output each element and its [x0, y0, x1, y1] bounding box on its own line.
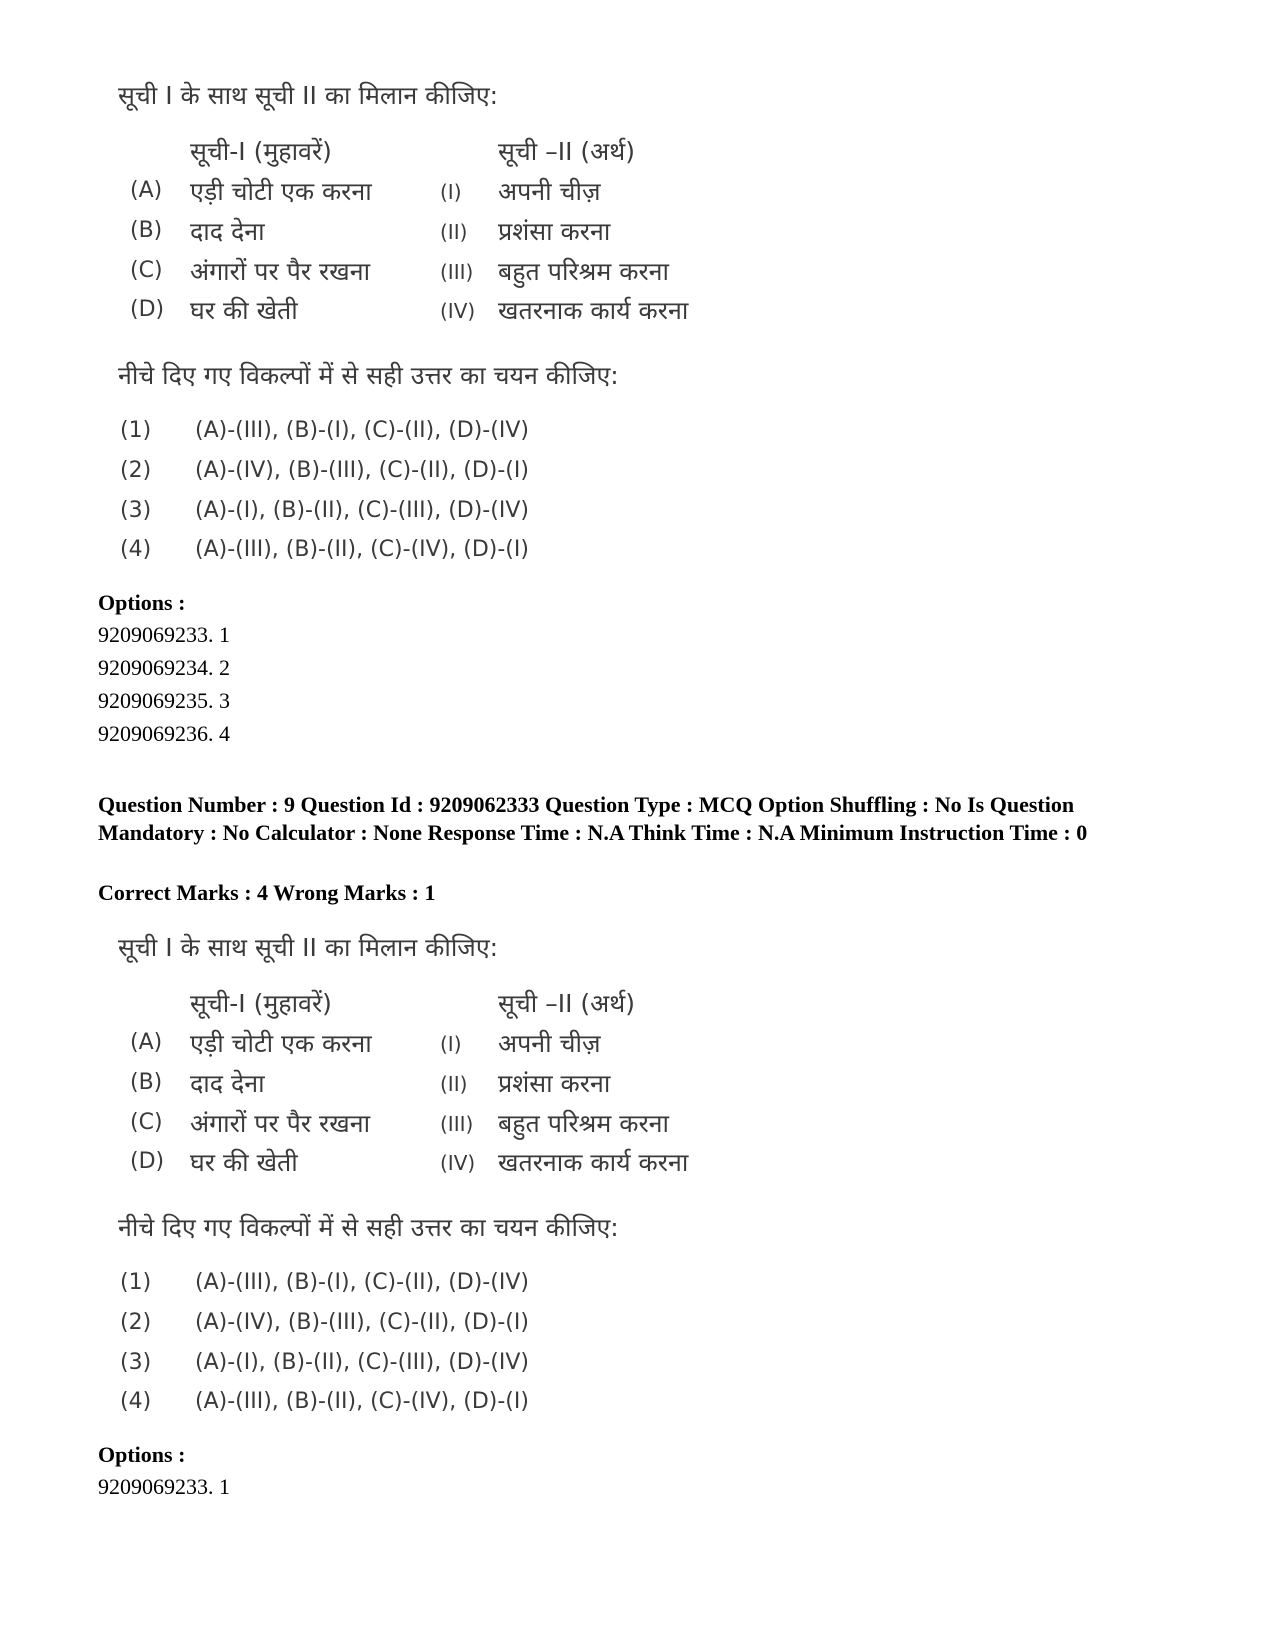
options-label: Options :	[98, 1442, 186, 1467]
choice-text: (A)-(IV), (B)-(III), (C)-(II), (D)-(I)	[195, 458, 529, 483]
row-letter: (C)	[130, 258, 163, 283]
option-item: 9209069233. 1	[98, 1474, 230, 1499]
question-image-prev	[100, 0, 800, 580]
options-label: Options :	[98, 590, 186, 615]
choice-text: (A)-(III), (B)-(II), (C)-(IV), (D)-(I)	[195, 1389, 529, 1414]
choice-number: (4)	[120, 1389, 152, 1414]
match-instruction: सूची I के साथ सूची II का मिलान कीजिए:	[118, 81, 499, 110]
row-roman: (II)	[440, 1072, 468, 1096]
row-letter: (D)	[130, 1149, 165, 1174]
match-instruction: सूची I के साथ सूची II का मिलान कीजिए:	[118, 933, 499, 962]
row-roman: (I)	[440, 1032, 462, 1056]
row-meaning: बहुत परिश्रम करना	[498, 257, 670, 286]
option-item: 9209069233. 1	[98, 622, 230, 647]
row-roman: (II)	[440, 220, 468, 244]
choice-text: (A)-(III), (B)-(I), (C)-(II), (D)-(IV)	[195, 1270, 529, 1295]
row-idiom: दाद देना	[190, 217, 265, 246]
row-idiom: घर की खेती	[190, 1148, 298, 1177]
list2-heading: सूची –II (अर्थ)	[498, 137, 635, 166]
row-meaning: अपनी चीज़	[498, 177, 601, 206]
list2-heading: सूची –II (अर्थ)	[498, 989, 635, 1018]
row-idiom: एड़ी चोटी एक करना	[190, 177, 372, 206]
row-roman: (IV)	[440, 1151, 476, 1175]
row-letter: (A)	[130, 178, 163, 203]
question-marks: Correct Marks : 4 Wrong Marks : 1	[98, 880, 436, 905]
row-meaning: प्रशंसा करना	[498, 217, 611, 246]
row-letter: (B)	[130, 218, 163, 243]
choice-number: (3)	[120, 498, 152, 523]
choice-text: (A)-(III), (B)-(II), (C)-(IV), (D)-(I)	[195, 537, 529, 562]
row-idiom: दाद देना	[190, 1069, 265, 1098]
option-item: 9209069235. 3	[98, 688, 230, 713]
choice-number: (3)	[120, 1350, 152, 1375]
choice-number: (4)	[120, 537, 152, 562]
row-idiom: अंगारों पर पैर रखना	[190, 1109, 371, 1138]
choice-number: (2)	[120, 1310, 152, 1335]
choice-text: (A)-(I), (B)-(II), (C)-(III), (D)-(IV)	[195, 498, 529, 523]
row-letter: (D)	[130, 297, 165, 322]
row-letter: (C)	[130, 1110, 163, 1135]
row-meaning: खतरनाक कार्य करना	[498, 296, 689, 325]
row-meaning: बहुत परिश्रम करना	[498, 1109, 670, 1138]
choice-number: (1)	[120, 418, 152, 443]
row-letter: (A)	[130, 1030, 163, 1055]
row-meaning: खतरनाक कार्य करना	[498, 1148, 689, 1177]
option-item: 9209069234. 2	[98, 655, 230, 680]
row-roman: (IV)	[440, 299, 476, 323]
row-idiom: अंगारों पर पैर रखना	[190, 257, 371, 286]
choice-text: (A)-(IV), (B)-(III), (C)-(II), (D)-(I)	[195, 1310, 529, 1335]
row-roman: (III)	[440, 1112, 474, 1136]
list1-heading: सूची-I (मुहावरें)	[190, 989, 332, 1018]
question-meta: Question Number : 9 Question Id : 9209062333 Question Type : MCQ Option Shuffling : No Is Question Mandatory : No Calculator : None Response Time : N.A Think Time : N.A Minimum Instruction Time : 0	[98, 792, 1088, 845]
row-idiom: एड़ी चोटी एक करना	[190, 1029, 372, 1058]
choose-instruction: नीचे दिए गए विकल्पों में से सही उत्तर का चयन कीजिए:	[118, 361, 619, 390]
choice-text: (A)-(III), (B)-(I), (C)-(II), (D)-(IV)	[195, 418, 529, 443]
choose-instruction: नीचे दिए गए विकल्पों में से सही उत्तर का चयन कीजिए:	[118, 1213, 619, 1242]
list1-heading: सूची-I (मुहावरें)	[190, 137, 332, 166]
row-meaning: प्रशंसा करना	[498, 1069, 611, 1098]
row-idiom: घर की खेती	[190, 296, 298, 325]
row-roman: (I)	[440, 180, 462, 204]
choice-text: (A)-(I), (B)-(II), (C)-(III), (D)-(IV)	[195, 1350, 529, 1375]
row-meaning: अपनी चीज़	[498, 1029, 601, 1058]
option-item: 9209069236. 4	[98, 721, 230, 746]
row-roman: (III)	[440, 260, 474, 284]
question-image-9	[100, 852, 800, 1432]
choice-number: (1)	[120, 1270, 152, 1295]
row-letter: (B)	[130, 1070, 163, 1095]
choice-number: (2)	[120, 458, 152, 483]
